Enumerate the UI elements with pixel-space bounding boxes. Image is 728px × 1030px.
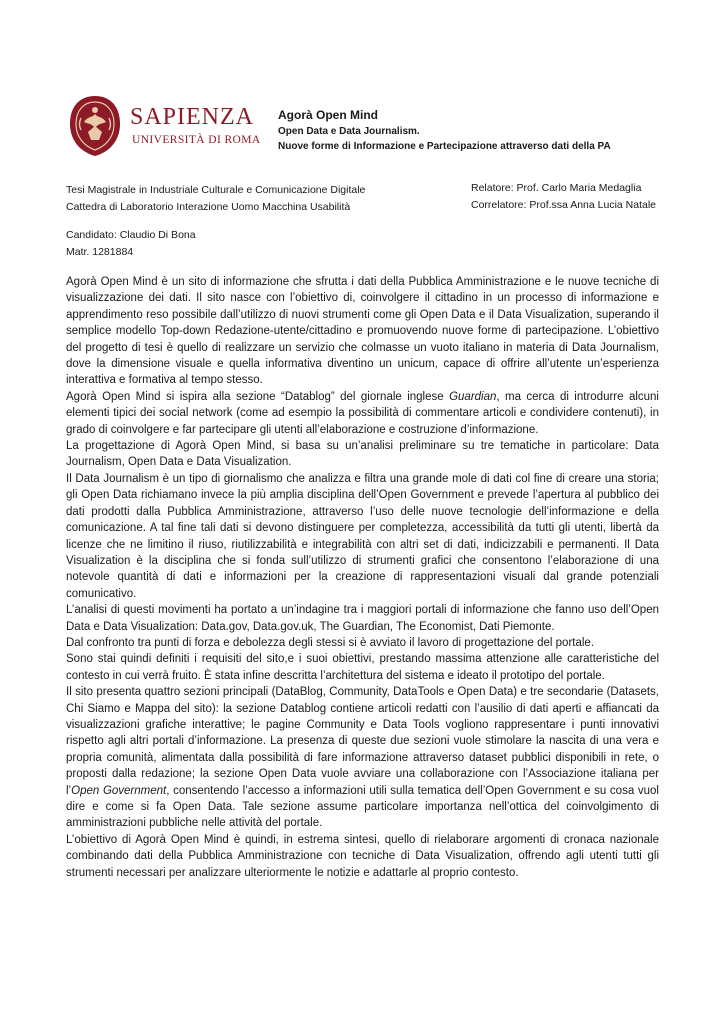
thesis-info (66, 182, 365, 216)
thesis-chair: Cattedra di Laboratorio Interazione Uomo Macchina Usabilità (66, 201, 351, 213)
paragraph: Dal confronto tra punti di forza e debolezza degli stessi si è avviato il lavoro di progettazione del portale. (66, 636, 595, 649)
document-title: Agorà Open Mind (278, 108, 378, 122)
paragraph: L’obiettivo di Agorà Open Mind è quindi, in estrema sintesi, quello di rielaborare argomenti di cronaca nazionale combinando dati della Pubblica Amministrazione con tecniche di Data Visualization, offrendo agli utenti tutti gli strumenti necessari per analizzare ulteriormente le notizie e adattarle al proprio contesto. (66, 833, 659, 879)
candidate-name: Candidato: Claudio Di Bona (66, 229, 196, 241)
co-supervisor: Correlatore: Prof.ssa Anna Lucia Natale (471, 199, 657, 211)
university-subtitle: UNIVERSITÀ DI ROMA (132, 134, 261, 146)
paragraph: L’analisi di questi movimenti ha portato a un’indagine tra i maggiori portali di informazione che fanno uso dell’Open Data e Data Visualization: Data.gov, Data.gov.uk, The Guardian, The Economist, Dati Piemonte. (66, 604, 659, 633)
sapienza-seal-icon (66, 94, 124, 158)
candidate-info (66, 227, 196, 261)
supervisors (471, 180, 656, 214)
university-name: SAPIENZA (130, 104, 255, 130)
paragraph: Sono stai quindi definiti i requisiti del sito,e i suoi obiettivi, prestando massima attenzione alle caratteristiche del contesto in cui verrà fruito. È stata infine descritta l’architettura del sistema e ideato il prototipo del portale. (66, 653, 659, 682)
supervisor: Relatore: Prof. Carlo Maria Medaglia (471, 182, 642, 194)
title-block (278, 107, 678, 154)
paragraph: Agorà Open Mind è un sito di informazione che sfrutta i dati della Pubblica Amministrazione e le nuove tecniche di visualizzazione dei dati. Il sito nasce con l’obiettivo di, coinvolgere il cittadino in un processo di informazione e apprendimento reso possibile dall’utilizzo di nuovi strumenti come gli Open Data e il Data Visualization, superando il semplice modello Top-down Redazione-utente/cittadino e promuovendo nuove forme di partecipazione. L’obiettivo del progetto di tesi è quello di realizzare un servizio che colmasse un vuoto italiano in materia di Data Journalism, dove la dimensione visuale e quella informativa diventino un unicum, capace di offrire all’utente un’esperienza interattiva e formativa al tempo stesso. (66, 276, 659, 387)
abstract-body (66, 274, 659, 881)
thesis-degree: Tesi Magistrale in Industriale Culturale e Comunicazione Digitale (66, 184, 366, 196)
document-subtitle-1: Open Data e Data Journalism. (278, 126, 420, 137)
paragraph: Il sito presenta quattro sezioni principali (DataBlog, Community, DataTools e Open Data) e tre secondarie (Datasets, Chi Siamo e Mappa del sito): la sezione Datablog contiene articoli redatti con l’ausilio di dati aperti e affiancati da visualizzazioni grafiche interattive; le pagine Community e Data Tools vogliono rappresentare i punti innovativi rispetto agli altri portali d’informazione. La presenza di queste due sezioni vuole stimolare la nascita di una vera e propria comunità, alimentata dalla possibilità di fare informazione attraverso dataset pubblici disponibili in rete, o proposti dalla redazione; la sezione Open Data vuole avviare una collaborazione con l’Associazione italiana per l’Open Government, consentendo l’accesso a informazioni utili sulla tematica dell’Open Government e su cosa vuol dire e come si fa Open Data. Tale sezione assume particolare importanza nell’ottica del coinvolgimento di amministrazioni pubbliche nelle attività del portale. (66, 686, 659, 830)
paragraph: La progettazione di Agorà Open Mind, si basa su un’analisi preliminare su tre tematiche in particolare: Data Journalism, Open Data e Data Visualization. (66, 440, 659, 469)
paragraph: Agorà Open Mind si ispira alla sezione “Datablog” del giornale inglese Guardian, ma cerca di introdurre alcuni elementi tipici dei social network (come ad esempio la possibilità di commentare articoli e condividere contenuti), in grado di coinvolgere e far partecipare gli utenti all’elaborazione e costruzione d’informazione. (66, 390, 659, 436)
paragraph: Il Data Journalism è un tipo di giornalismo che analizza e filtra una grande mole di dati col fine di creare una storia; gli Open Data richiamano invece la più amplia disciplina dell’Open Government e prevede l’apertura al pubblico dei dati prodotti dalla Pubblica Amministrazione, attraverso l’uso delle nuove tecnologie dell’informazione e della comunicazione. A tal fine tali dati si devono distinguere per completezza, accessibilità da tutti gli utenti, libertà da licenze che ne limitino il riuso, riutilizzabilità e integrabilità con altri set di dati, indicizzabili e permanenti. Il Data Visualization è la disciplina che si fonda sull’utilizzo di strumenti grafici che consentono l’elaborazione di una notevole quantità di dati e informazioni per la creazione di rappresentazioni visuali dal grande potenziali comunicativo. (66, 472, 659, 600)
document-subtitle-2: Nuove forme di Informazione e Partecipazione attraverso dati della PA (278, 141, 611, 152)
university-logo (66, 94, 261, 158)
candidate-matriculation: Matr. 1281884 (66, 246, 134, 258)
